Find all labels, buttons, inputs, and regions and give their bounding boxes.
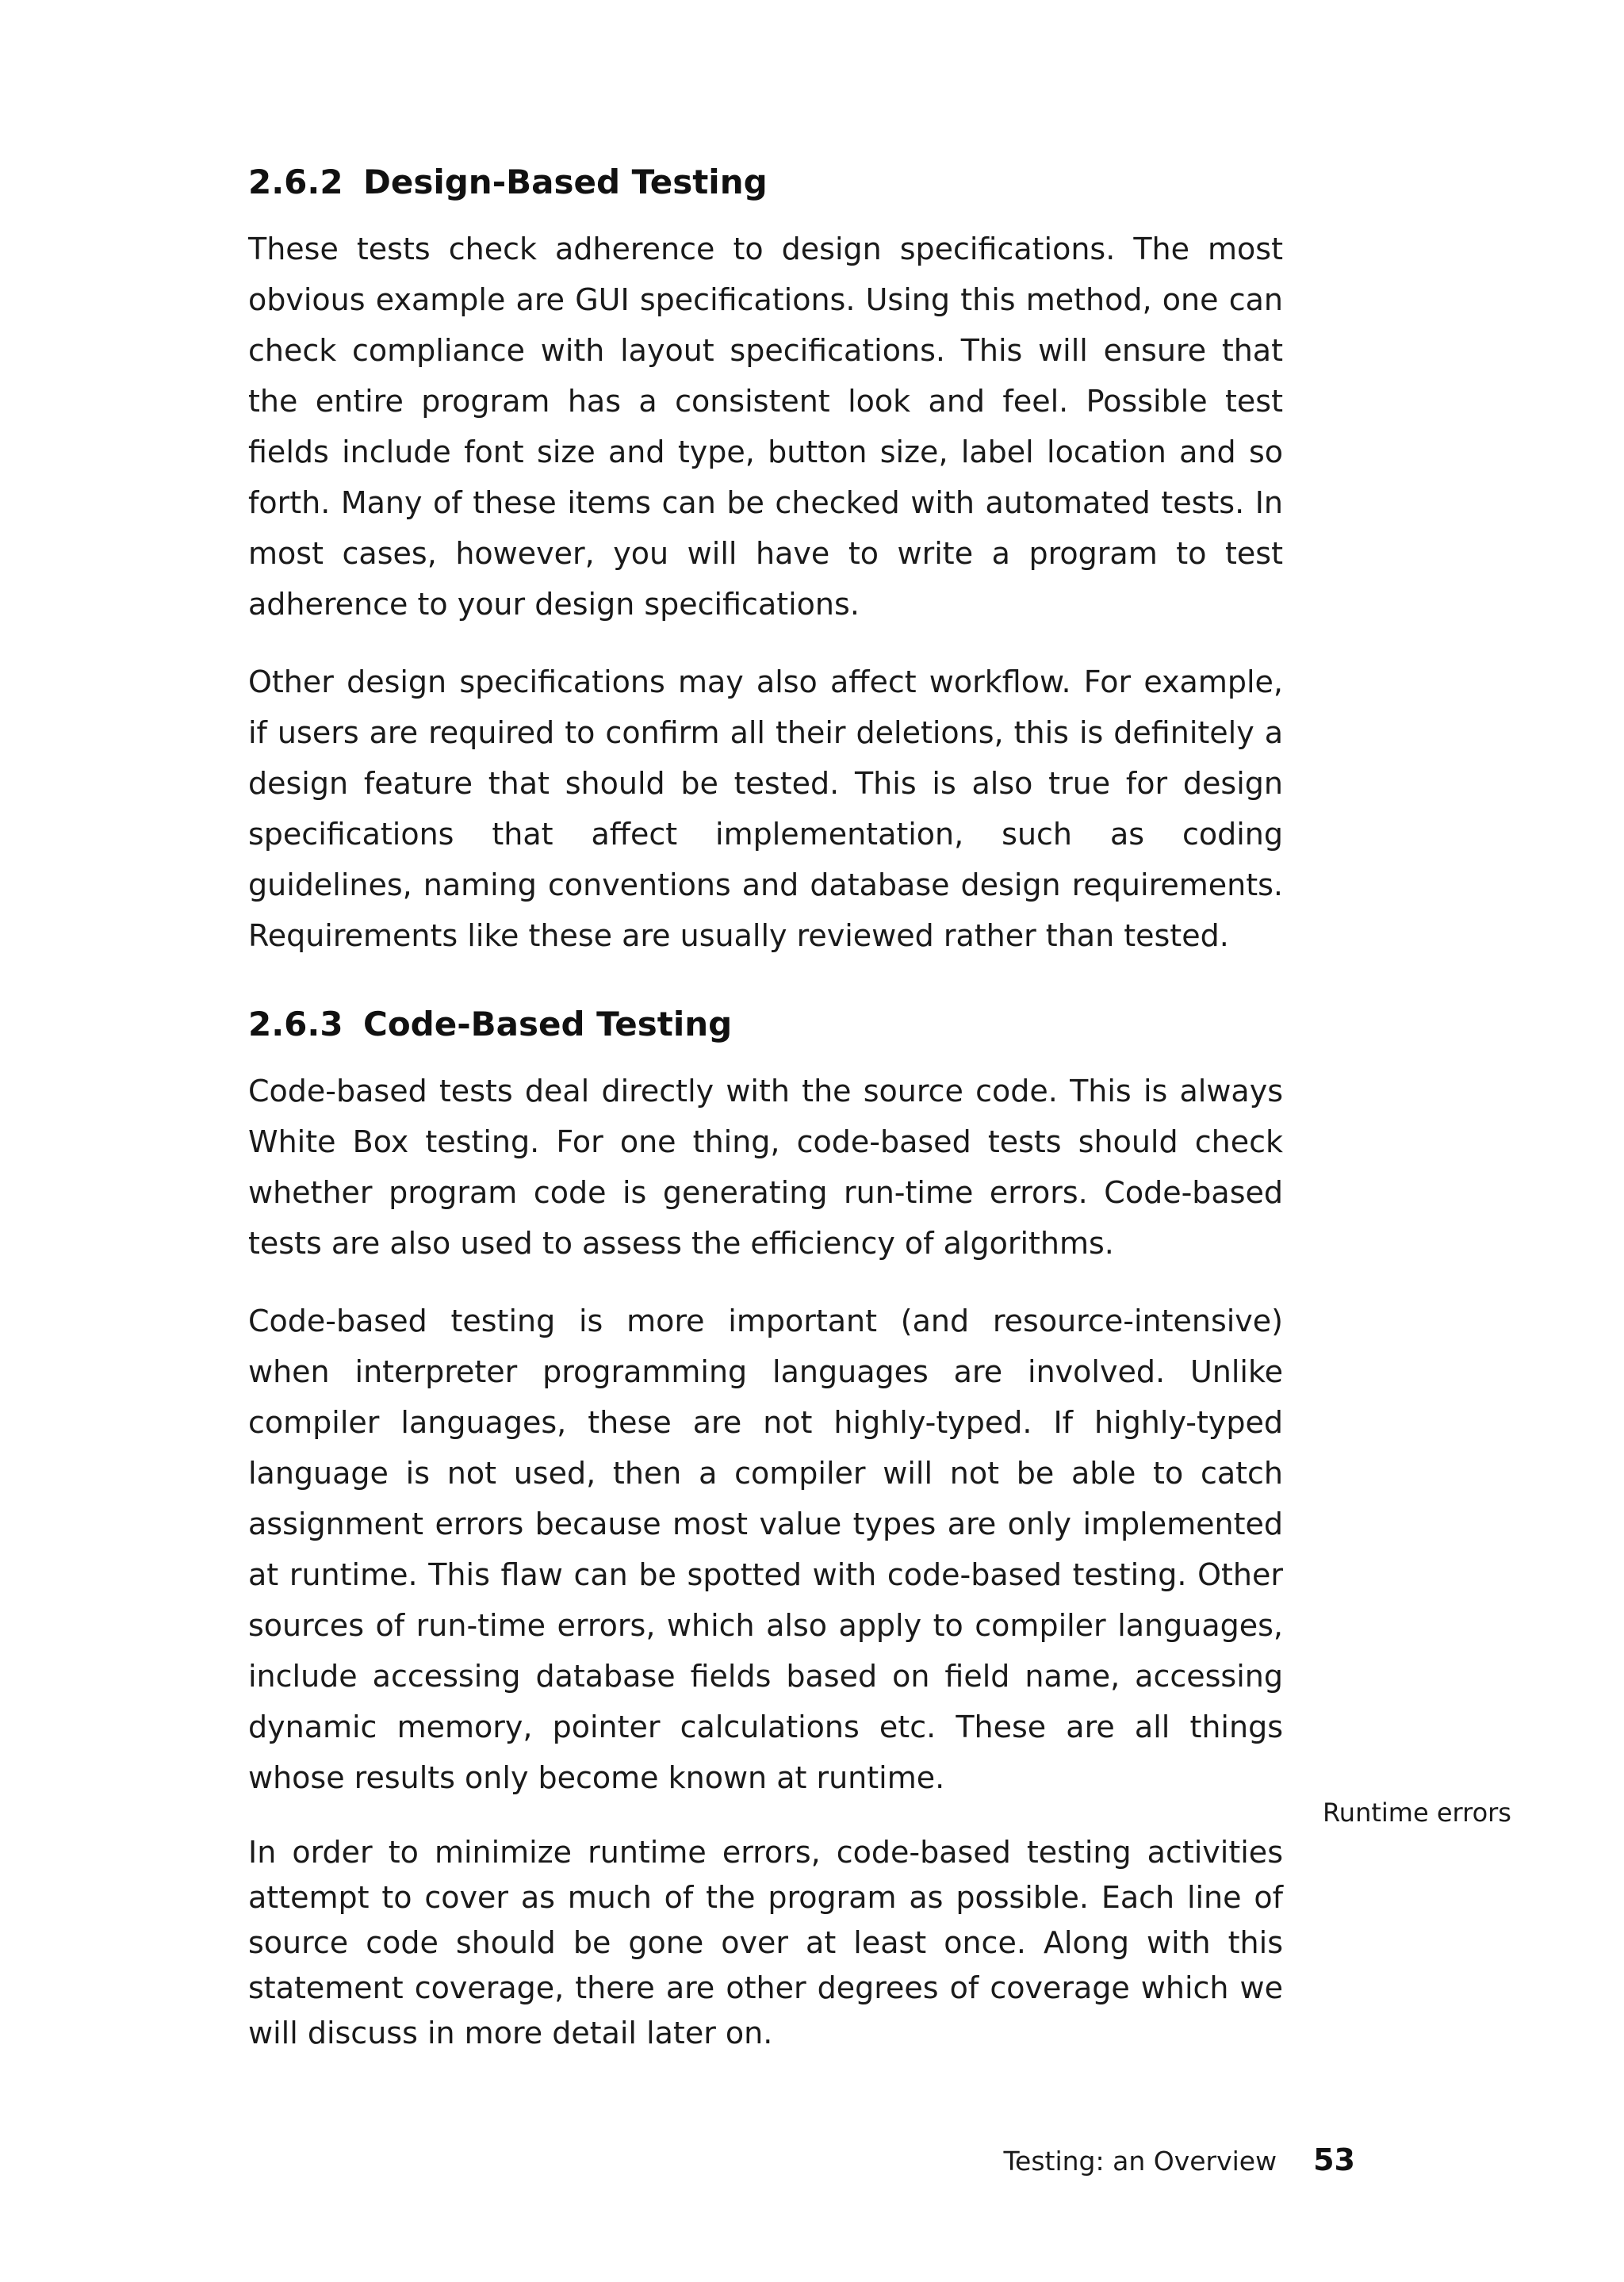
section-number: 2.6.3 [248,1005,343,1043]
page-number: 53 [1313,2142,1355,2177]
running-footer-title: Testing: an Overview [1003,2146,1277,2177]
paragraph-interpreter-languages: Code-based testing is more important (and resource-intensive) when interpreter programming languages are involved. Unlike compiler languages, these are not highly-typed. If highly-typed language is not used, then a compiler will not be able to catch assignment errors because most value types are only implemented at runtime. This flaw can be spotted with code-based testing. Other sources of run-time errors, which also apply to compiler languages, include accessing database fields based on field name, accessing dynamic memory, pointer calculations etc. These are all things whose results only become known at runtime. [248,1304,1283,1795]
paragraph-runtime-errors: In order to minimize runtime errors, code-based testing activities attempt to cover as much of the program as possible. Each line of source code should be gone over at least once. Along with this statement coverage, there are other degrees of coverage which we will discuss in more detail later on. [248,1835,1283,2050]
page-footer [872,2141,1355,2181]
section-title: Code-Based Testing [363,1005,733,1043]
section-title: Design-Based Testing [363,163,768,201]
paragraph-code-based-intro: Code-based tests deal directly with the source code. This is always White Box testing. For one thing, code-based tests should check whether program code is generating run-time errors. Code-based tests are also used to assess the efficiency of algorithms. [248,1074,1283,1261]
section-heading-code-based [248,1001,1283,1048]
section-heading-design-based [248,159,1283,206]
paragraph-design-workflow: Other design specifications may also affect workflow. For example, if users are required to confirm all their deletions, this is definitely a design feature that should be tested. This is also true for design specifications that affect implementation, such as coding guidelines, naming conventions and database design requirements. Requirements like these are usually reviewed rather than tested. [248,664,1283,953]
paragraph-design-specs: These tests check adherence to design specifications. The most obvious example are GUI specifications. Using this method, one can check compliance with layout specifications. This will ensure that the entire program has a consistent look and feel. Possible test fields include font size and type, button size, label location and so forth. Many of these items can be checked with automated tests. In most cases, however, you will have to write a program to test adherence to your design specifications. [248,232,1283,622]
section-number: 2.6.2 [248,163,343,201]
page-content [248,159,1283,2056]
margin-note-runtime-errors: Runtime errors [1323,1798,1511,1828]
